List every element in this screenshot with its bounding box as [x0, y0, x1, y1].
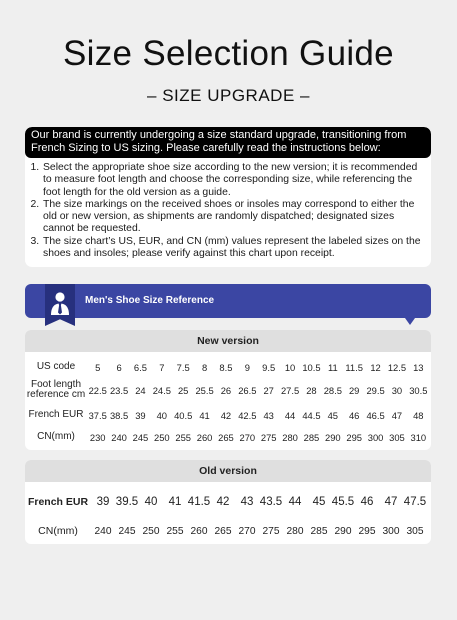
table-cell: 26 [220, 384, 232, 396]
table-row [25, 356, 431, 378]
table-cell: 40 [144, 496, 158, 508]
table-cell: 44 [284, 409, 296, 421]
table-cell: 43 [240, 496, 254, 508]
table-cell: 41 [168, 496, 182, 508]
table-cell: 24.5 [152, 384, 171, 396]
table-cell: 42 [216, 496, 230, 508]
table-cell: 39.5 [115, 496, 139, 508]
table-cell: 24 [135, 384, 146, 396]
table-cell: 290 [324, 431, 341, 443]
table-row [25, 404, 431, 426]
table-cell: 11 [327, 361, 338, 373]
table-cell: 275 [260, 431, 277, 443]
table-cell: 8 [201, 361, 208, 373]
table-cell: 44 [288, 496, 302, 508]
table-cell: 245 [118, 525, 136, 537]
table-cell: 29.5 [366, 384, 385, 396]
table-cell: 11.5 [345, 361, 363, 373]
table-cell: 240 [111, 431, 127, 443]
table-cell: 41 [199, 409, 210, 421]
table-cell: 240 [94, 525, 112, 537]
table-cell: 280 [286, 525, 304, 537]
banner-pointer [405, 318, 415, 325]
table-cell: 8.5 [219, 361, 233, 373]
page-title: Size Selection Guide [63, 34, 394, 73]
banner-label: Men's Shoe Size Reference [85, 295, 215, 306]
table-cell: 38.5 [109, 409, 129, 421]
table-cell: 44.5 [302, 409, 321, 421]
table-cell: 41.5 [187, 496, 211, 508]
table-cell: 46 [348, 409, 360, 421]
table-cell: 27.5 [280, 384, 300, 396]
table-cell: 300 [382, 525, 400, 537]
table-row [25, 426, 431, 448]
table-cell: 37.5 [88, 409, 107, 421]
table-cell: 45.5 [331, 496, 355, 508]
instruction-item: 2. The size markings on the received shoes or insoles may correspond to either the old or new version, as shipments are randomly dispatched; designated sizes cannot be requested. [42, 199, 425, 236]
table-cell: 28.5 [323, 384, 342, 396]
row-label: CN(mm) [38, 525, 78, 537]
table-cell: 265 [214, 525, 232, 537]
instruction-item: 3. The size chart’s US, EUR, and CN (mm) values represent the labeled sizes on the shoes and insoles; please verify against this chart upon receipt. [42, 236, 425, 261]
table-cell: 275 [262, 525, 280, 537]
table-cell: 285 [303, 431, 320, 443]
table-cell: 6 [116, 361, 122, 373]
table-cell: 40 [156, 409, 168, 421]
table-cell: 7 [159, 361, 165, 373]
row-label: CN(mm) [37, 431, 75, 442]
table-cell: 10.5 [302, 361, 321, 373]
table-cell: 245 [132, 431, 149, 443]
table-cell: 260 [190, 525, 208, 537]
table-cell: 46 [360, 496, 374, 508]
table-cell: 13 [413, 361, 424, 373]
table-cell: 300 [367, 431, 384, 443]
instructions-panel [25, 127, 431, 267]
table-cell: 40.5 [174, 409, 193, 421]
table-cell: 305 [406, 525, 424, 537]
row-label: French EUR [27, 496, 89, 508]
table-cell: 250 [153, 431, 170, 443]
table-cell: 270 [239, 431, 256, 443]
table-cell: 43.5 [259, 496, 283, 508]
row-label: French EUR [28, 409, 84, 420]
instructions-header: Our brand is currently undergoing a size standard upgrade, transitioning from French Sizing to US sizing. Please carefully read the instructions below: [25, 127, 431, 158]
table-cell: 29 [348, 384, 360, 396]
table-cell: 26.5 [238, 384, 257, 396]
page-subtitle: – SIZE UPGRADE – [147, 86, 310, 105]
table-cell: 48 [413, 409, 424, 421]
table-cell: 23.5 [109, 384, 129, 396]
table-cell: 39 [135, 409, 146, 421]
table-cell: 42 [220, 409, 232, 421]
old-version-title: Old version [25, 460, 431, 482]
table-cell: 250 [142, 525, 160, 537]
table-cell: 39 [96, 496, 110, 508]
table-cell: 280 [282, 431, 298, 443]
table-row [25, 520, 431, 542]
table-row [25, 378, 431, 402]
table-cell: 25.5 [195, 384, 214, 396]
table-cell: 47.5 [403, 496, 427, 508]
table-cell: 305 [389, 431, 405, 443]
table-cell: 45 [312, 496, 326, 508]
new-version-table [25, 330, 431, 450]
table-cell: 265 [218, 431, 234, 443]
table-cell: 25 [177, 384, 189, 396]
instruction-item: 1. Select the appropriate shoe size according to the new version; it is recommended to measure foot length and choose the corresponding size, while referencing the foot length for the old version as a guide. [42, 162, 425, 199]
table-cell: 46.5 [366, 409, 385, 421]
table-cell: 27 [263, 384, 274, 396]
size-reference-banner [25, 284, 431, 318]
table-cell: 9.5 [262, 361, 276, 373]
table-cell: 295 [358, 525, 376, 537]
table-cell: 12 [370, 361, 381, 373]
table-cell: 270 [238, 525, 256, 537]
table-cell: 47 [384, 496, 398, 508]
table-cell: 47 [391, 409, 403, 421]
table-cell: 22.5 [88, 384, 107, 396]
table-cell: 255 [166, 525, 184, 537]
person-tie-icon [47, 290, 73, 316]
table-cell: 30.5 [409, 384, 428, 396]
table-cell: 43 [263, 409, 274, 421]
row-label: Foot length reference cm [26, 379, 86, 400]
table-cell: 28 [306, 384, 317, 396]
row-label: US code [36, 361, 76, 372]
table-cell: 7.5 [176, 361, 190, 373]
new-version-title: New version [25, 330, 431, 352]
table-cell: 30 [391, 384, 403, 396]
table-cell: 295 [346, 431, 363, 443]
table-cell: 260 [196, 431, 213, 443]
table-cell: 12.5 [387, 361, 407, 373]
table-cell: 45 [327, 409, 339, 421]
old-version-table [25, 460, 431, 544]
table-cell: 290 [334, 525, 352, 537]
instructions-list [25, 162, 431, 260]
table-cell: 6.5 [133, 361, 147, 373]
table-cell: 230 [89, 431, 106, 443]
table-cell: 310 [410, 431, 427, 443]
table-row [25, 490, 431, 514]
table-cell: 5 [95, 361, 101, 373]
table-cell: 42.5 [238, 409, 257, 421]
table-cell: 255 [175, 431, 192, 443]
table-cell: 285 [310, 525, 328, 537]
table-cell: 10 [284, 361, 296, 373]
table-cell: 9 [244, 361, 250, 373]
